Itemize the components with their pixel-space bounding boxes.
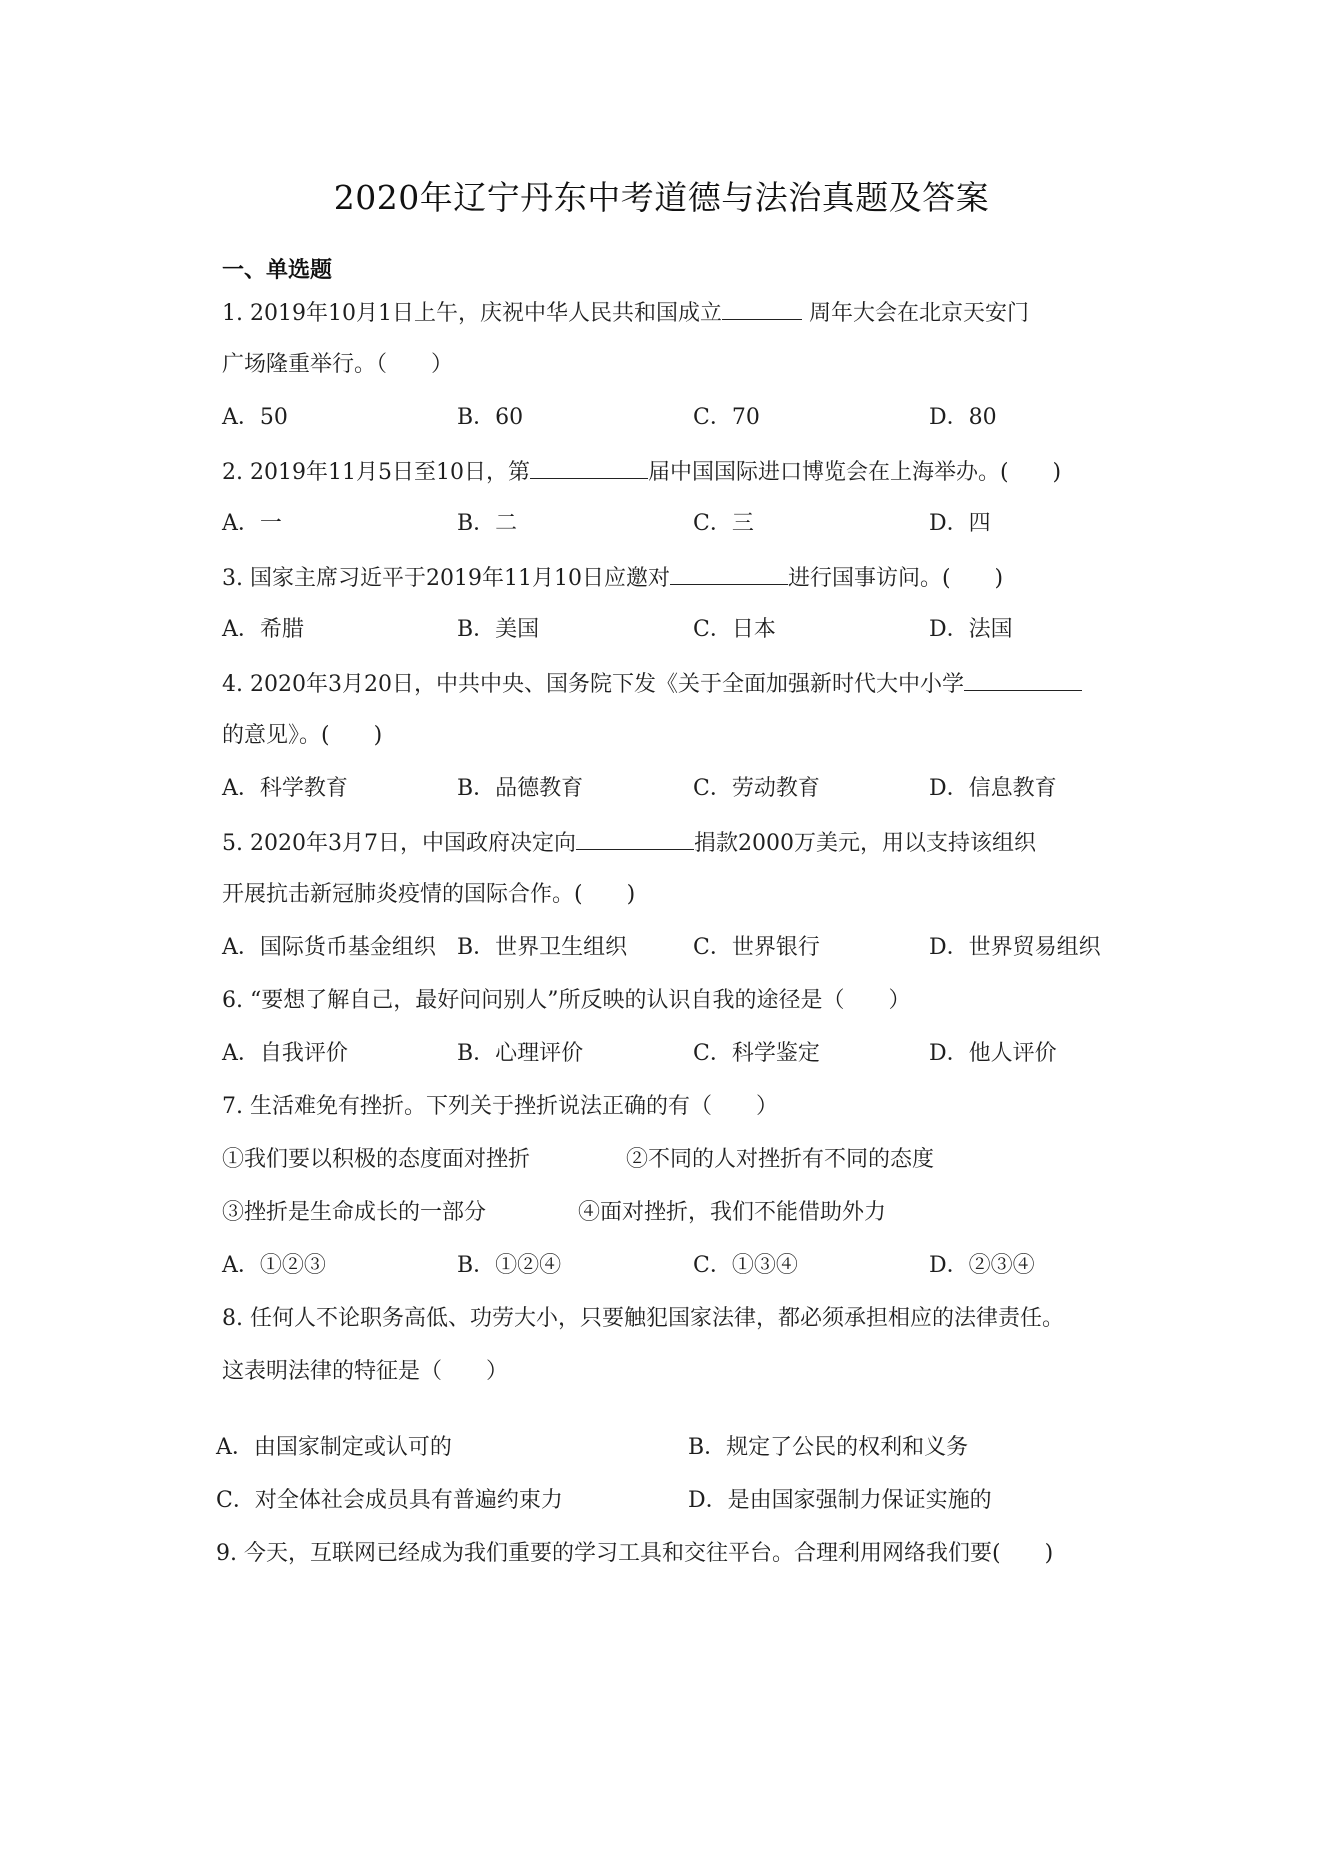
q4-option-d: D．信息教育	[929, 776, 1057, 801]
q7-option-b: B．①②④	[457, 1253, 562, 1278]
q3-option-c: C．日本	[693, 617, 776, 642]
q7-option-c: C．①③④	[693, 1253, 798, 1278]
question-4: 4. 2020年3月20日，中共中央、国务院下发《关于全面加强新时代大中小学	[222, 668, 1082, 700]
q2-option-b: B．二	[457, 511, 518, 536]
q3-option-a: A．希腊	[222, 617, 304, 642]
q6-option-b: B．心理评价	[457, 1041, 584, 1066]
section-heading: 一、单选题	[222, 258, 333, 283]
question-8: 8. 任何人不论职务高低、功劳大小，只要触犯国家法律，都必须承担相应的法律责任。	[222, 1306, 1064, 1331]
q4-option-a: A．科学教育	[222, 776, 348, 801]
answer-blank	[530, 456, 648, 479]
q7-statement-2: ②不同的人对挫折有不同的态度	[626, 1147, 935, 1172]
question-5: 5. 2020年3月7日，中国政府决定向 捐款2000万美元，用以支持该组织	[222, 827, 1036, 859]
answer-blank	[576, 827, 694, 850]
q5-option-a: A．国际货币基金组织	[222, 935, 436, 960]
question-7: 7. 生活难免有挫折。下列关于挫折说法正确的有（ ）	[222, 1094, 778, 1119]
q7-statement-4: ④面对挫折，我们不能借助外力	[578, 1200, 887, 1225]
q2-option-a: A．一	[222, 511, 282, 536]
q5-option-d: D．世界贸易组织	[929, 935, 1101, 960]
q7-option-d: D．②③④	[929, 1253, 1035, 1278]
q7-option-a: A．①②③	[222, 1253, 326, 1278]
page-title: 2020年辽宁丹东中考道德与法治真题及答案	[333, 178, 990, 217]
q3-option-d: D．法国	[929, 617, 1013, 642]
answer-blank	[670, 562, 788, 585]
q5-option-c: C．世界银行	[693, 935, 820, 960]
question-9: 9. 今天，互联网已经成为我们重要的学习工具和交往平台。合理利用网络我们要( )	[216, 1541, 1054, 1566]
q1-option-a: A．50	[222, 405, 288, 430]
q1-option-d: D．80	[929, 405, 997, 430]
q1-option-b: B．60	[457, 405, 524, 430]
question-6: 6. “要想了解自己，最好问问别人”所反映的认识自我的途径是（ ）	[222, 988, 911, 1013]
q4-option-b: B．品德教育	[457, 776, 584, 801]
q2-option-c: C．三	[693, 511, 754, 536]
q7-statement-3: ③挫折是生命成长的一部分	[222, 1200, 487, 1225]
q8-option-c: C．对全体社会成员具有普遍约束力	[216, 1488, 563, 1513]
q1-option-c: C．70	[693, 405, 760, 430]
q2-option-d: D．四	[929, 511, 991, 536]
answer-blank	[722, 297, 802, 320]
question-2: 2. 2019年11月5日至10日，第 届中国国际进口博览会在上海举办。( )	[222, 456, 1061, 488]
question-1: 1. 2019年10月1日上午，庆祝中华人民共和国成立 周年大会在北京天安门	[222, 297, 1029, 329]
question-4-line2: 的意见》。( )	[222, 723, 383, 748]
q8-option-b: B．规定了公民的权利和义务	[688, 1435, 969, 1460]
q5-option-b: B．世界卫生组织	[457, 935, 628, 960]
question-5-line2: 开展抗击新冠肺炎疫情的国际合作。( )	[222, 882, 636, 907]
q8-option-d: D．是由国家强制力保证实施的	[688, 1488, 992, 1513]
q6-option-a: A．自我评价	[222, 1041, 348, 1066]
q8-option-a: A．由国家制定或认可的	[216, 1435, 452, 1460]
question-8-line2: 这表明法律的特征是（ ）	[222, 1359, 509, 1384]
q7-statement-1: ①我们要以积极的态度面对挫折	[222, 1147, 531, 1172]
q4-option-c: C．劳动教育	[693, 776, 820, 801]
q6-option-d: D．他人评价	[929, 1041, 1057, 1066]
answer-blank	[964, 668, 1082, 691]
question-3: 3. 国家主席习近平于2019年11月10日应邀对 进行国事访问。( )	[222, 562, 1003, 594]
q3-option-b: B．美国	[457, 617, 540, 642]
question-1-line2: 广场隆重举行。（ ）	[222, 352, 454, 377]
q6-option-c: C．科学鉴定	[693, 1041, 820, 1066]
